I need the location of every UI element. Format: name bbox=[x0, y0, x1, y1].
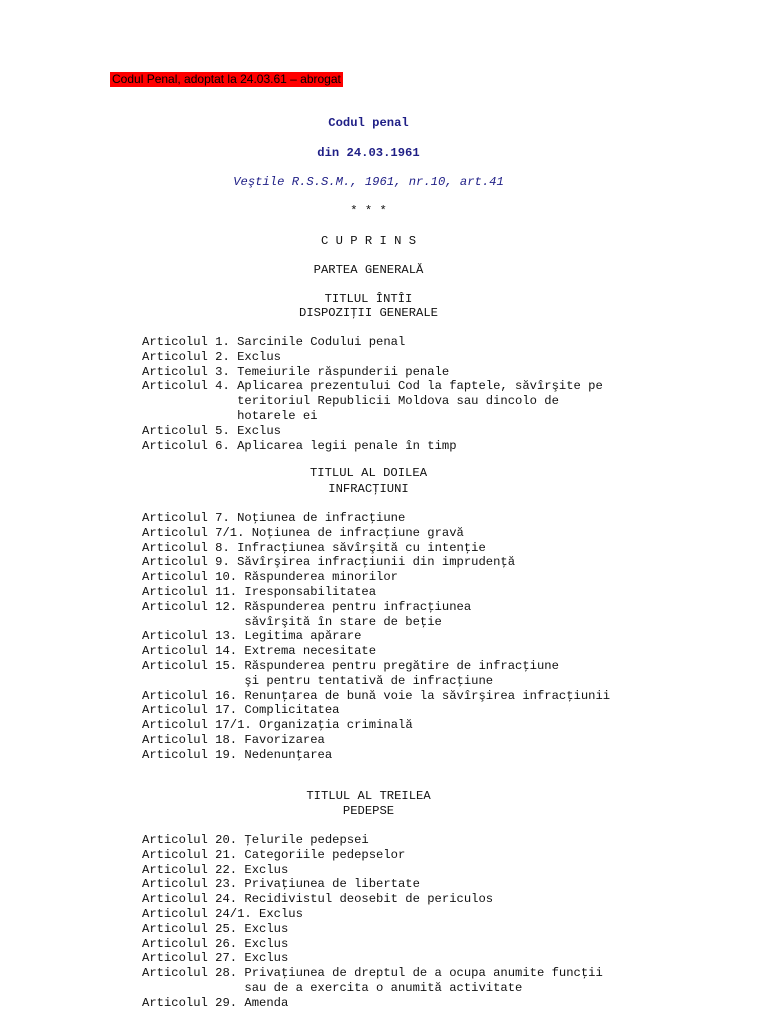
article-title: Complicitatea bbox=[244, 703, 340, 718]
article-number: Articolul 8. bbox=[142, 540, 230, 555]
abrogation-banner: Codul Penal, adoptat la 24.03.61 – abrogat bbox=[112, 72, 341, 86]
contents-heading: C U P R I N S bbox=[320, 234, 417, 248]
toc-list bbox=[142, 511, 610, 763]
article-number: Articolul 21. bbox=[142, 847, 238, 862]
article-number: Articolul 22. bbox=[142, 862, 238, 877]
article-title: Aplicarea legii penale în timp bbox=[237, 438, 457, 453]
article-title: Favorizarea bbox=[244, 732, 325, 747]
article-number: Articolul 13. bbox=[142, 629, 238, 644]
article-number: Articolul 26. bbox=[142, 936, 238, 951]
toc-list bbox=[142, 335, 603, 453]
toc-entry[interactable] bbox=[142, 659, 610, 689]
section-heading: TITLUL AL DOILEA bbox=[309, 466, 428, 480]
article-number: Articolul 29. bbox=[142, 995, 238, 1010]
section-heading: TITLUL ÎNTÎI bbox=[324, 292, 413, 306]
article-title: Exclus bbox=[259, 906, 303, 921]
article-title: Exclus bbox=[244, 921, 289, 936]
toc-entry[interactable] bbox=[142, 424, 603, 439]
article-number: Articolul 6. bbox=[142, 438, 230, 453]
article-title: Exclus bbox=[244, 862, 289, 877]
section-heading: TITLUL AL TREILEA bbox=[306, 789, 431, 803]
article-number: Articolul 7. bbox=[142, 511, 230, 525]
article-title: Temeiurile răspunderii penale bbox=[237, 364, 450, 379]
toc-entry[interactable] bbox=[142, 877, 603, 892]
article-title: Legitima apărare bbox=[244, 629, 362, 644]
article-title: Extrema necesitate bbox=[244, 644, 377, 659]
article-title: Ţelurile pedepsei bbox=[244, 833, 369, 847]
article-number: Articolul 17. bbox=[142, 703, 238, 718]
toc-entry[interactable] bbox=[142, 511, 610, 526]
toc-entry[interactable] bbox=[142, 350, 603, 365]
article-number: Articolul 24. bbox=[142, 892, 238, 907]
article-number: Articolul 17/1. bbox=[142, 718, 252, 733]
publication-source: Veştile R.S.S.M., 1961, nr.10, art.41 bbox=[233, 175, 504, 189]
toc-entry[interactable] bbox=[142, 585, 610, 600]
toc-entry[interactable] bbox=[142, 833, 603, 848]
article-title: Infracţiunea săvîrşită cu intenţie bbox=[237, 540, 486, 555]
toc-entry[interactable] bbox=[142, 541, 610, 556]
article-number: Articolul 1. bbox=[142, 335, 230, 349]
article-title: Exclus bbox=[237, 423, 281, 438]
toc-entry[interactable] bbox=[142, 892, 603, 907]
toc-entry[interactable] bbox=[142, 951, 603, 966]
article-title: Iresponsabilitatea bbox=[244, 584, 377, 599]
toc-entry[interactable] bbox=[142, 848, 603, 863]
part-heading: PARTEA GENERALĂ bbox=[313, 263, 424, 277]
toc-entry[interactable] bbox=[142, 748, 610, 763]
section-subheading: PEDEPSE bbox=[342, 804, 395, 818]
article-title: Privaţiunea de libertate bbox=[244, 877, 420, 892]
document-title: Codul penal bbox=[328, 116, 409, 130]
article-number: Articolul 28. bbox=[142, 966, 238, 981]
section-subheading: DISPOZIŢII GENERALE bbox=[299, 306, 438, 320]
article-number: Articolul 23. bbox=[142, 877, 238, 892]
article-number: Articolul 14. bbox=[142, 644, 238, 659]
article-number: Articolul 11. bbox=[142, 584, 238, 599]
toc-entry[interactable] bbox=[142, 629, 610, 644]
article-number: Articolul 18. bbox=[142, 732, 238, 747]
article-number: Articolul 3. bbox=[142, 364, 230, 379]
toc-entry[interactable] bbox=[142, 937, 603, 952]
toc-entry[interactable] bbox=[142, 718, 610, 733]
article-number: Articolul 10. bbox=[142, 570, 238, 585]
article-title: Răspunderea minorilor bbox=[244, 570, 398, 585]
toc-entry[interactable] bbox=[142, 996, 603, 1011]
article-title: Privaţiunea de dreptul de a ocupa anumite funcţii sau de a exercita o anumită activitate bbox=[244, 966, 603, 995]
article-number: Articolul 16. bbox=[142, 688, 238, 703]
article-title: Răspunderea pentru pregătire de infracţiune şi pentru tentativă de infracţiune bbox=[244, 658, 559, 688]
article-title: Aplicarea prezentului Cod la faptele, săvîrşite pe teritoriul Republicii Moldova sau dincolo de hotarele ei bbox=[237, 379, 603, 423]
article-title: Noţiunea de infracţiune bbox=[237, 511, 406, 525]
article-title: Răspunderea pentru infracţiunea săvîrşită în stare de beţie bbox=[244, 599, 472, 629]
toc-entry[interactable] bbox=[142, 600, 610, 630]
toc-list bbox=[142, 833, 603, 1011]
article-number: Articolul 19. bbox=[142, 747, 238, 762]
toc-entry[interactable] bbox=[142, 365, 603, 380]
article-number: Articolul 2. bbox=[142, 349, 230, 364]
article-title: Nedenunţarea bbox=[244, 747, 333, 762]
article-title: Renunţarea de bună voie la săvîrşirea infracţiunii bbox=[244, 688, 611, 703]
article-title: Amenda bbox=[244, 995, 289, 1010]
toc-entry[interactable] bbox=[142, 703, 610, 718]
article-number: Articolul 27. bbox=[142, 951, 238, 966]
toc-entry[interactable] bbox=[142, 907, 603, 922]
toc-entry[interactable] bbox=[142, 439, 603, 454]
section-subheading: INFRACŢIUNI bbox=[328, 482, 409, 496]
toc-entry[interactable] bbox=[142, 922, 603, 937]
article-number: Articolul 25. bbox=[142, 921, 238, 936]
article-title: Sarcinile Codului penal bbox=[237, 335, 406, 349]
separator-stars: * * * bbox=[350, 204, 387, 218]
article-number: Articolul 12. bbox=[142, 599, 238, 614]
article-number: Articolul 7/1. bbox=[142, 525, 245, 540]
article-number: Articolul 9. bbox=[142, 555, 230, 570]
article-number: Articolul 4. bbox=[142, 379, 230, 394]
article-title: Recidivistul deosebit de periculos bbox=[244, 892, 494, 907]
article-number: Articolul 24/1. bbox=[142, 906, 252, 921]
toc-entry[interactable] bbox=[142, 570, 610, 585]
toc-entry[interactable] bbox=[142, 555, 610, 570]
article-title: Organizaţia criminală bbox=[259, 718, 413, 733]
article-title: Noţiunea de infracţiune gravă bbox=[251, 525, 464, 540]
toc-entry[interactable] bbox=[142, 335, 603, 350]
article-title: Categoriile pedepselor bbox=[244, 847, 406, 862]
article-number: Articolul 15. bbox=[142, 658, 238, 673]
article-title: Exclus bbox=[244, 936, 289, 951]
article-number: Articolul 20. bbox=[142, 833, 238, 847]
toc-entry[interactable] bbox=[142, 733, 610, 748]
toc-entry[interactable] bbox=[142, 644, 610, 659]
article-title: Exclus bbox=[237, 349, 281, 364]
toc-entry[interactable] bbox=[142, 966, 603, 996]
toc-entry[interactable] bbox=[142, 379, 603, 423]
toc-entry[interactable] bbox=[142, 689, 610, 704]
article-title: Exclus bbox=[244, 951, 289, 966]
article-title: Săvîrşirea infracţiunii din imprudenţă bbox=[237, 555, 516, 570]
document-date: din 24.03.1961 bbox=[317, 146, 420, 160]
toc-entry[interactable] bbox=[142, 526, 610, 541]
article-number: Articolul 5. bbox=[142, 423, 230, 438]
toc-entry[interactable] bbox=[142, 863, 603, 878]
